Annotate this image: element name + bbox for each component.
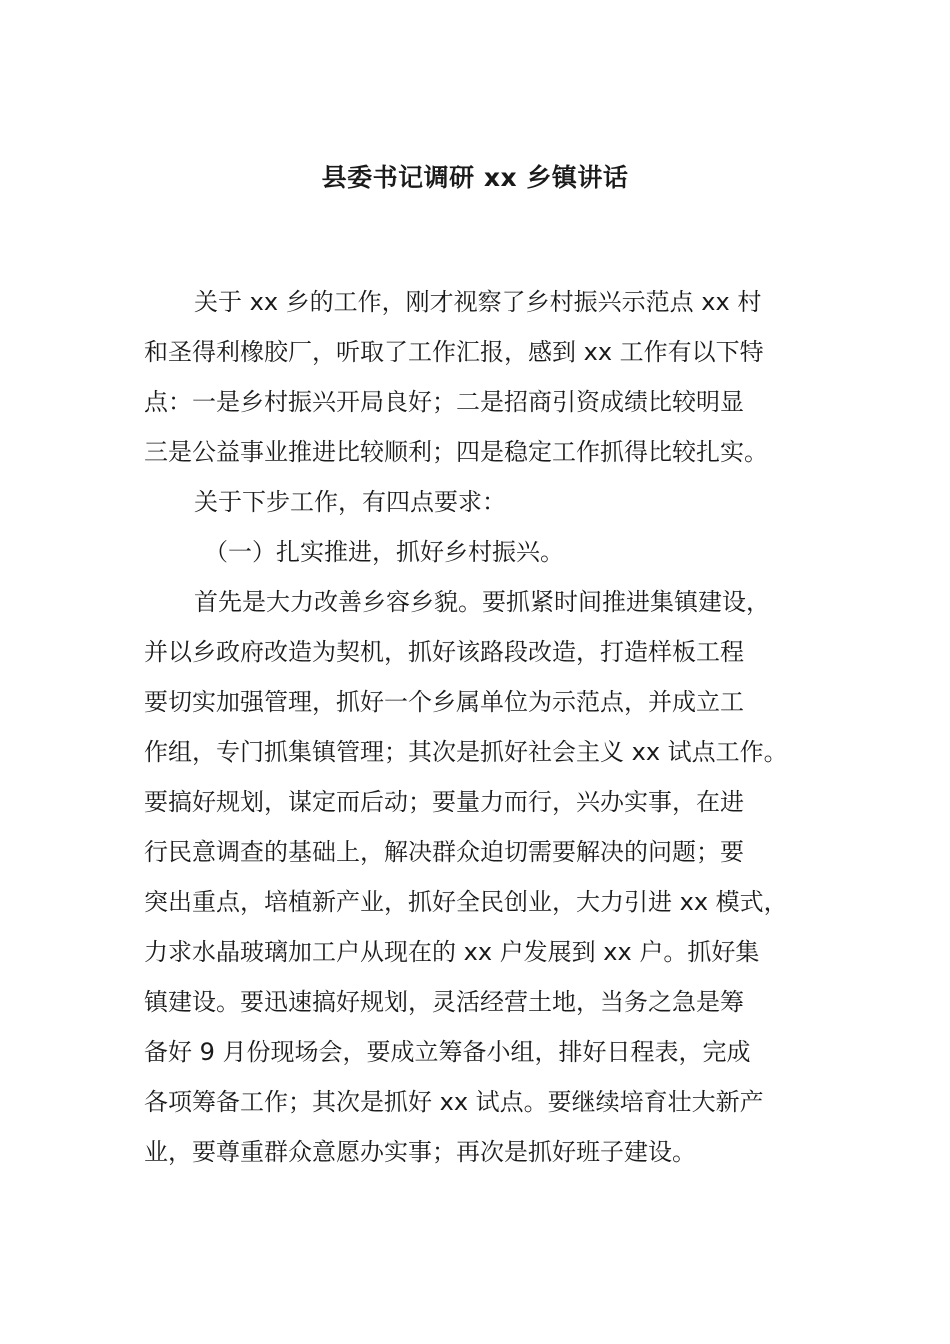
- document-title: 县委书记调研 xx 乡镇讲话: [321, 163, 629, 192]
- paragraph-line: 三是公益事业推进比较顺利；四是稳定工作抓得比较扎实。: [144, 438, 768, 466]
- paragraph-line: 首先是大力改善乡容乡貌。要抓紧时间推进集镇建设，: [194, 588, 770, 616]
- paragraph-line: 镇建设。要迅速搞好规划，灵活经营土地，当务之急是筹: [144, 988, 744, 1016]
- paragraph-line: 要切实加强管理，抓好一个乡属单位为示范点，并成立工: [144, 688, 744, 716]
- paragraph-line: 和圣得利橡胶厂，听取了工作汇报，感到 xx 工作有以下特: [144, 338, 764, 366]
- paragraph-line: 业，要尊重群众意愿办实事；再次是抓好班子建设。: [144, 1138, 696, 1166]
- paragraph-line: 并以乡政府改造为契机，抓好该路段改造，打造样板工程: [144, 638, 744, 666]
- paragraph-line: 各项筹备工作；其次是抓好 xx 试点。要继续培育壮大新产: [144, 1088, 764, 1116]
- paragraph-line: 点：一是乡村振兴开局良好；二是招商引资成绩比较明显: [144, 388, 744, 416]
- paragraph-line: 关于下步工作，有四点要求：: [194, 488, 506, 516]
- paragraph-line: 要搞好规划，谋定而后动；要量力而行，兴办实事，在进: [144, 788, 744, 816]
- paragraph-line: 力求水晶玻璃加工户从现在的 xx 户发展到 xx 户。抓好集: [144, 938, 760, 966]
- paragraph-line: 作组，专门抓集镇管理；其次是抓好社会主义 xx 试点工作。: [144, 738, 788, 766]
- paragraph-line: 关于 xx 乡的工作，刚才视察了乡村振兴示范点 xx 村: [194, 288, 762, 316]
- paragraph-line: 突出重点，培植新产业，抓好全民创业，大力引进 xx 模式，: [144, 888, 788, 916]
- paragraph-line: 行民意调查的基础上，解决群众迫切需要解决的问题；要: [144, 838, 744, 866]
- section-heading: （一）扎实推进，抓好乡村振兴。: [204, 538, 564, 566]
- paragraph-line: 备好 9 月份现场会，要成立筹备小组，排好日程表，完成: [144, 1038, 751, 1066]
